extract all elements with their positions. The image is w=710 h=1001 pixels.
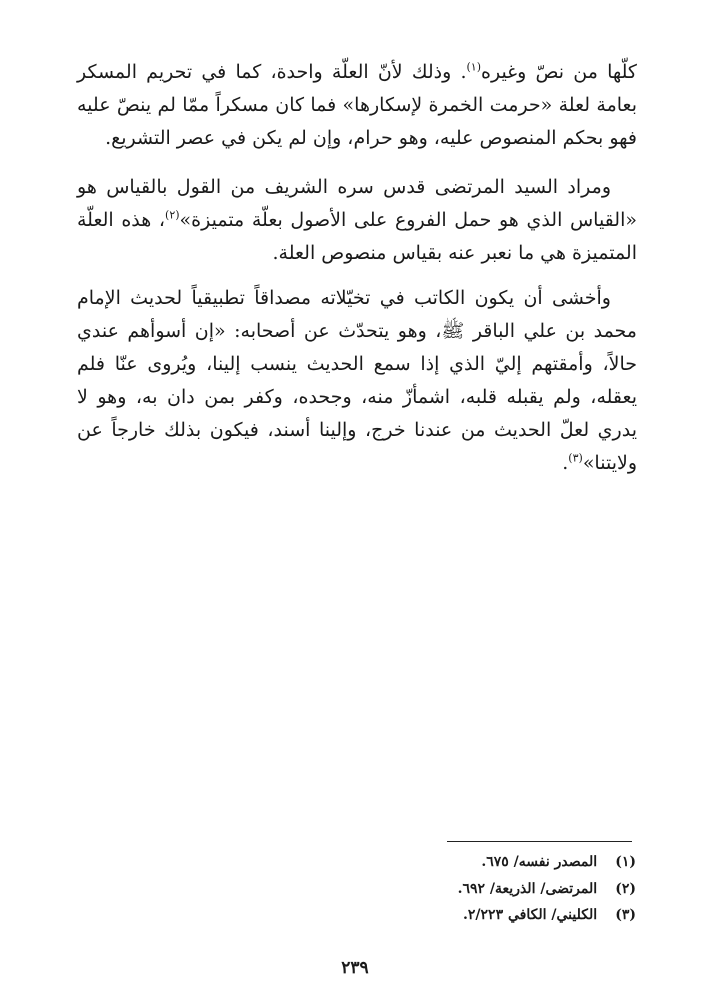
paragraph-3-text [77, 282, 637, 480]
footnote-3 [336, 902, 636, 929]
paragraph-2-text [77, 171, 637, 270]
paragraph-3-part-a: وأخشى أن يكون الكاتب في تخيّلاته مصداقاً تطبيقياً لحديث الإمام محمد بن علي الباقر ﷺ، وهو يتحدّث عن أصحابه: «إن أسوأهم عندي حالاً، وأمقتهم إليّ الذي إذا سمع الحديث ينسب إلينا، ويُروى عنّا فلم يعقله، ولم يقبله قلبه، اشمأزّ منه، وجحده، وكفر بمن دان به، وهو لا يدري لعلّ الحديث من عندنا خرج، وإلينا أسند، فيكون بذلك خارجاً عن ولايتنا» [77, 287, 637, 474]
footnote-1 [336, 849, 636, 876]
paragraph-1-part-a: كلّها من نصّ وغيره [481, 61, 637, 83]
footnote-1-text: المصدر نفسه/ ٦٧٥. [481, 854, 598, 870]
paragraph-1-part-b: . وذلك لأنّ العلّة واحدة، كما في تحريم المسكر بعامة لعلة «حرمت الخمرة لإسكارها» فما كان مسكراً ممّا لم ينصّ عليه فهو بحكم المنصوص عليه، وهو حرام، وإن لم يكن في عصر التشريع. [77, 61, 637, 149]
paragraph-1-text [77, 56, 637, 155]
paragraph-3 [77, 282, 637, 480]
footnote-2-text: المرتضى/ الذريعة/ ٦٩٢. [457, 880, 598, 897]
footnote-ref-1: (١) [466, 60, 482, 74]
footnote-2-number: (٢) [615, 880, 636, 897]
footnote-ref-3: (٣) [568, 451, 583, 465]
paragraph-2 [77, 171, 637, 270]
footnotes [336, 849, 636, 929]
footnote-1-number: (١) [615, 854, 636, 870]
footnote-2 [336, 876, 636, 903]
footnote-divider [447, 841, 632, 842]
paragraph-2-part-a: ومراد السيد المرتضى قدس سره الشريف من القول بالقياس هو «القياس الذي هو حمل الفروع على الأصول بعلّة متميزة» [77, 176, 637, 231]
paragraph-2-part-b: ، هذه العلّة المتميزة هي ما نعبر عنه بقياس منصوص العلة. [77, 209, 637, 264]
paragraph-1 [77, 56, 637, 155]
footnote-3-text: الكليني/ الكافي ٢/٢٢٣. [463, 907, 598, 923]
page-number: ٢٣٩ [341, 958, 369, 978]
paragraph-3-part-b: . [562, 452, 569, 474]
footnote-3-number: (٣) [615, 907, 636, 923]
footnote-ref-2: (٢) [165, 208, 180, 222]
